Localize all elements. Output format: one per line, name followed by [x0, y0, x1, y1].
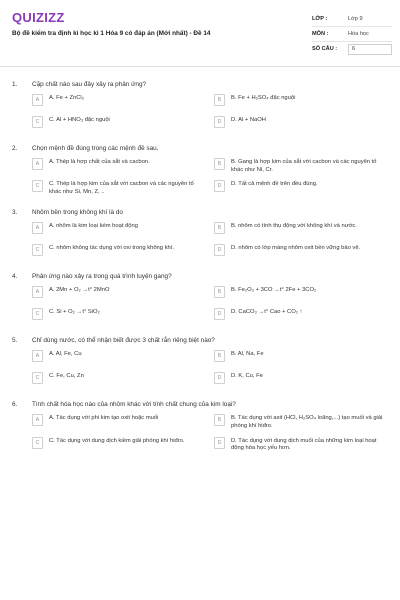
answer-option-d[interactable] — [214, 308, 388, 324]
question-number: 4. — [12, 272, 18, 280]
option-text: A. 2Mn + O₂ →t° 2MnO — [49, 287, 110, 294]
answer-option-a[interactable] — [32, 286, 206, 302]
option-text: D. nhôm có lớp màng nhôm oxit bền vững bảo vệ. — [231, 245, 361, 252]
option-text: D. CaCO₃ →t° Cao + CO₂ ↑ — [231, 309, 303, 316]
option-text: B. Tác dụng với axit (HCl, H₂SO₄ loãng,...) tạo muối và giải phóng khí hiđro. — [231, 415, 383, 429]
option-text: A. Al, Fe, Cu — [49, 351, 82, 358]
option-text: D. Al + NaOH — [231, 117, 266, 123]
question-stem — [0, 142, 400, 154]
option-letter-box: D — [214, 116, 225, 128]
option-text: B. Al, Na, Fe — [231, 351, 264, 358]
answer-options — [32, 222, 388, 260]
option-text: D. Tất cả mệnh đề trên đều đúng. — [231, 181, 318, 188]
question-list — [0, 78, 400, 463]
option-letter-box: B — [214, 350, 225, 362]
meta-row-class — [312, 12, 392, 27]
option-letter-box: B — [214, 414, 225, 426]
answer-option-a[interactable] — [32, 350, 206, 366]
question-number: 3. — [12, 208, 18, 216]
question-4 — [0, 270, 400, 324]
meta-value: Hóa học — [348, 31, 369, 37]
meta-label: SỐ CÂU : — [312, 46, 338, 52]
option-letter-box: A — [32, 286, 43, 298]
option-letter-box: C — [32, 372, 43, 384]
question-stem — [0, 78, 400, 90]
page-title: Bộ đề kiểm tra định kì học kì 1 Hóa 9 có đáp án (Mới nhất) - Đề 14 — [12, 30, 211, 37]
answer-option-c[interactable] — [32, 437, 206, 453]
option-letter-box: B — [214, 158, 225, 170]
option-text: A. Thép là hợp chất của sắt và cacbon. — [49, 159, 150, 165]
question-stem — [0, 270, 400, 282]
meta-value: Lớp 9 — [348, 16, 363, 22]
question-stem — [0, 334, 400, 346]
option-letter-box: D — [214, 372, 225, 384]
answer-option-c[interactable] — [32, 180, 206, 196]
option-text: C. Tác dụng với dung dịch kiềm giải phóng khí hiđro. — [49, 437, 185, 444]
option-letter-box: C — [32, 308, 43, 320]
question-number: 1. — [12, 80, 18, 88]
option-text: C. nhôm không tác dụng với oxi trong không khí. — [49, 245, 174, 252]
question-stem — [0, 206, 400, 218]
answer-option-b[interactable] — [214, 414, 388, 430]
answer-option-b[interactable] — [214, 94, 388, 110]
option-letter-box: A — [32, 414, 43, 426]
meta-value: 6 — [348, 44, 392, 55]
question-text: Tính chất hóa học nào của nhôm khác với tính chất chung của kim loại? — [32, 400, 236, 408]
meta-row-count — [312, 42, 392, 56]
meta-label: LỚP : — [312, 16, 328, 22]
answer-option-b[interactable] — [214, 286, 388, 302]
question-5 — [0, 334, 400, 388]
answer-options — [32, 158, 388, 196]
answer-option-d[interactable] — [214, 180, 388, 196]
answer-option-a[interactable] — [32, 158, 206, 174]
option-letter-box: B — [214, 94, 225, 106]
option-letter-box: D — [214, 244, 225, 256]
option-letter-box: C — [32, 437, 43, 449]
option-text: C. Al + HNO₃ đặc nguội — [49, 117, 110, 123]
question-6 — [0, 398, 400, 452]
answer-options — [32, 414, 388, 452]
question-text: Nhôm bền trong không khí là do — [32, 208, 123, 216]
option-text: C. Si + O₂ →t° SiO₂ — [49, 309, 100, 316]
option-text: D. Tác dụng với dung dịch muối của những kim loại hoạt động hóa học yếu hơn. — [231, 437, 377, 452]
answer-option-d[interactable] — [214, 116, 388, 132]
meta-label: MÔN : — [312, 31, 329, 37]
option-text: B. Fe₂O₃ + 3CO →t° 2Fe + 3CO₂ — [231, 287, 317, 294]
option-text: B. Fe + H₂SO₄ đặc nguội — [231, 95, 296, 101]
option-text: B. Gang là hợp kim của sắt với cacbon và các nguyên tố khác như Ni, Cr. — [231, 159, 377, 173]
option-letter-box: A — [32, 94, 43, 106]
quizizz-logo: QUIZIZZ — [12, 10, 65, 25]
answer-option-c[interactable] — [32, 372, 206, 388]
answer-option-c[interactable] — [32, 116, 206, 132]
option-letter-box: D — [214, 308, 225, 320]
question-2 — [0, 142, 400, 196]
answer-option-a[interactable] — [32, 414, 206, 430]
question-text: Cặp chất nào sau đây xảy ra phản ứng? — [32, 80, 147, 88]
answer-option-d[interactable] — [214, 372, 388, 388]
option-letter-box: B — [214, 286, 225, 298]
answer-option-d[interactable] — [214, 244, 388, 260]
question-text: Chọn mệnh đề đúng trong các mệnh đề sau. — [32, 144, 159, 152]
option-text: A. nhôm là kim loại kém hoạt động — [49, 223, 138, 230]
meta-row-subject — [312, 27, 392, 42]
question-number: 2. — [12, 144, 18, 152]
option-letter-box: D — [214, 180, 225, 192]
answer-option-c[interactable] — [32, 244, 206, 260]
answer-option-d[interactable] — [214, 437, 388, 453]
question-text: Phản ứng nào xảy ra trong quá trình luyện gang? — [32, 272, 172, 280]
option-letter-box: A — [32, 158, 43, 170]
option-letter-box: D — [214, 437, 225, 449]
answer-options — [32, 286, 388, 324]
option-text: A. Tác dụng với phi kim tạo oxit hoặc muối — [49, 415, 159, 422]
meta-panel — [312, 12, 392, 56]
answer-option-b[interactable] — [214, 222, 388, 238]
option-letter-box: C — [32, 244, 43, 256]
answer-options — [32, 94, 388, 132]
question-3 — [0, 206, 400, 260]
option-letter-box: C — [32, 180, 43, 192]
option-text: C. Thép là hợp kim của sắt với cacbon và các nguyên tố khác như Si, Mn, Z, .. — [49, 181, 194, 195]
question-text: Chỉ dùng nước, có thể nhận biết được 3 chất rắn riêng biệt nào? — [32, 336, 215, 344]
option-text: C. Fe, Cu, Zn — [49, 373, 84, 380]
answer-options — [32, 350, 388, 388]
option-letter-box: A — [32, 222, 43, 234]
answer-option-c[interactable] — [32, 308, 206, 324]
answer-option-b[interactable] — [214, 350, 388, 366]
option-letter-box: C — [32, 116, 43, 128]
option-text: B. nhôm có tính thụ động với không khí và nước. — [231, 223, 357, 230]
option-letter-box: A — [32, 350, 43, 362]
header — [0, 0, 400, 67]
answer-option-b[interactable] — [214, 158, 388, 174]
question-number: 6. — [12, 400, 18, 408]
question-1 — [0, 78, 400, 132]
answer-option-a[interactable] — [32, 94, 206, 110]
answer-option-a[interactable] — [32, 222, 206, 238]
option-text: A. Fe + ZnCl₂ — [49, 95, 84, 101]
option-letter-box: B — [214, 222, 225, 234]
option-text: D. K, Cu, Fe — [231, 373, 263, 380]
question-number: 5. — [12, 336, 18, 344]
question-stem — [0, 398, 400, 410]
